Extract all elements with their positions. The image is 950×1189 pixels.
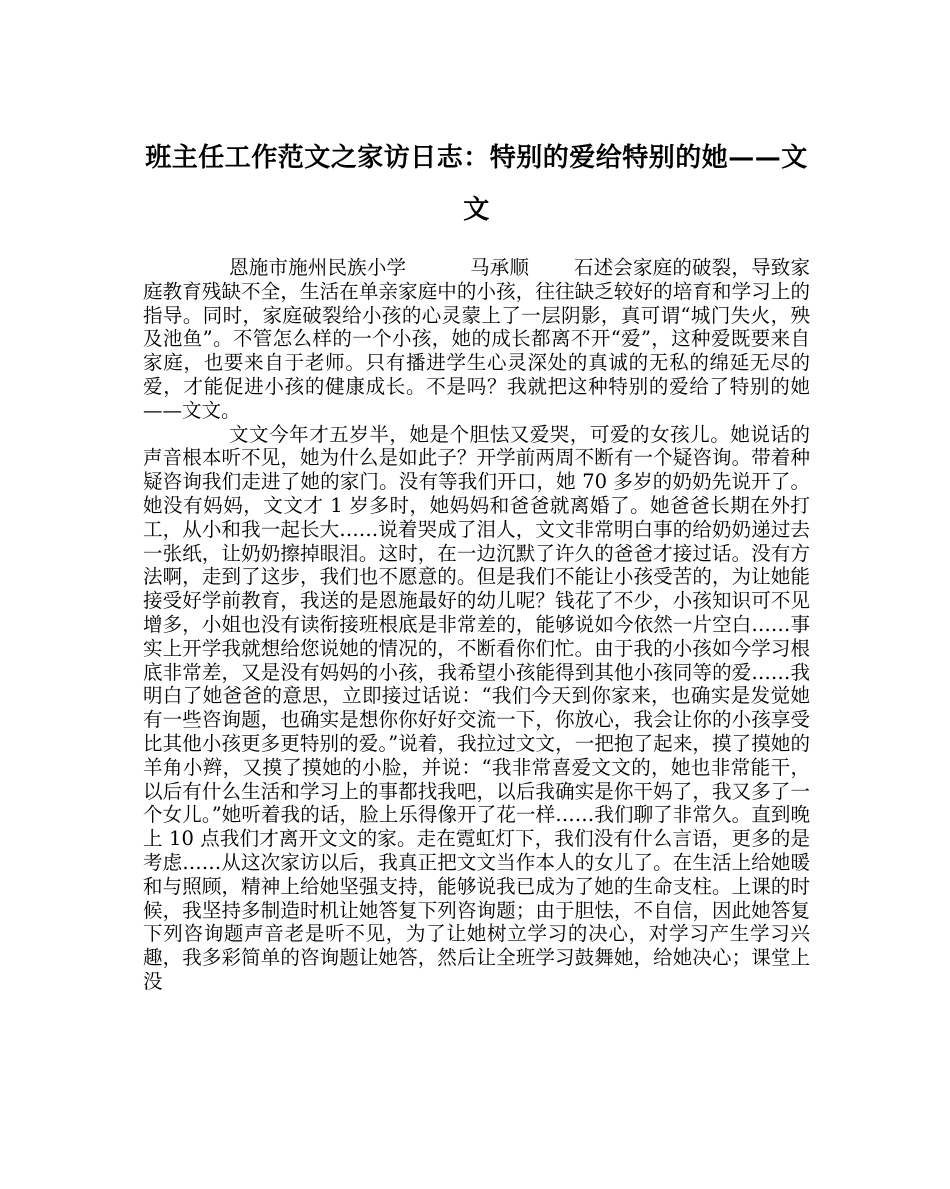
document-page bbox=[143, 0, 810, 1189]
paragraph-home-visit: 文文今年才五岁半，她是个胆怯又爱哭，可爱的女孩儿。她说话的声音根本听不见，她为什么是如此子？开学前两周不断有一个疑咨询。带着种疑咨询我们走进了她的家门。没有等我们开口，她 70 多岁的奶奶先说开了。她没有妈妈，文文才 1 岁多时，她妈妈和爸爸就离婚了。她爸爸长期在外打工，从小和我一起长大……说着哭成了泪人，文文非常明白事的给奶奶递过去一张纸，让奶奶擦掉眼泪。这时，在一边沉默了许久的爸爸才接过话。没有方法啊，走到了这步，我们也不愿意的。但是我们不能让小孩受苦的，为让她能接受好学前教育，我送的是恩施最好的幼儿呢？钱花了不少，小孩知识可不见增多，小姐也没有读衔接班根底是非常差的，能够说如今依然一片空白……事实上开学我就想给您说她的情况的，不断看你们忙。由于我的小孩如今学习根底非常差，又是没有妈妈的小孩，我希望小孩能得到其他小孩同等的爱……我明白了她爸爸的意思，立即接过话说：“我们今天到你家来，也确实是发觉她有一些咨询题，也确实是想你你好好交流一下，你放心，我会让你的小孩享受比其他小孩更多更特别的爱。”说着，我拉过文文，一把抱了起来，摸了摸她的羊角小辫，又摸了摸她的小脸，并说：“我非常喜爱文文的，她也非常能干，以后有什么生活和学习上的事都找我吧，以后我确实是你干妈了，我又多了一个女儿。”她听着我的话，脸上乐得像开了花一样……我们聊了非常久。直到晚上 10 点我们才离开文文的家。走在霓虹灯下，我们没有什么言语，更多的是考虑……从这次家访以后，我真正把文文当作本人的女儿了。在生活上给她暖和与照顾，精神上给她坚强支持，能够说我已成为了她的生命支柱。上课的时候，我坚持多制造时机让她答复下列咨询题；由于胆怯，不自信，因此她答复下列咨询题声音老是听不见，为了让她树立学习的决心，对学习产生学习兴趣，我多彩简单的咨询题让她答，然后让全班学习鼓舞她，给她决心；课堂上没 bbox=[143, 422, 810, 993]
document-title: 班主任工作范文之家访日志：特别的爱给特别的她——文文 bbox=[145, 143, 808, 225]
document-body bbox=[143, 256, 810, 994]
paragraph-intro: 恩施市施州民族小学 马承顺 石述会家庭的破裂，导致家庭教育残缺不全，生活在单亲家庭中的小孩，往往缺乏较好的培育和学习上的指导。同时，家庭破裂给小孩的心灵蒙上了一层阴影，真可谓“城门失火，殃及池鱼”。不管怎么样的一个小孩，她的成长都离不开“爱”，这种爱既要来自家庭，也要来自于老师。只有播进学生心灵深处的真诚的无私的绵延无尽的爱，才能促进小孩的健康成长。不是吗？我就把这种特别的爱给了特别的她——文文。 bbox=[143, 256, 810, 422]
